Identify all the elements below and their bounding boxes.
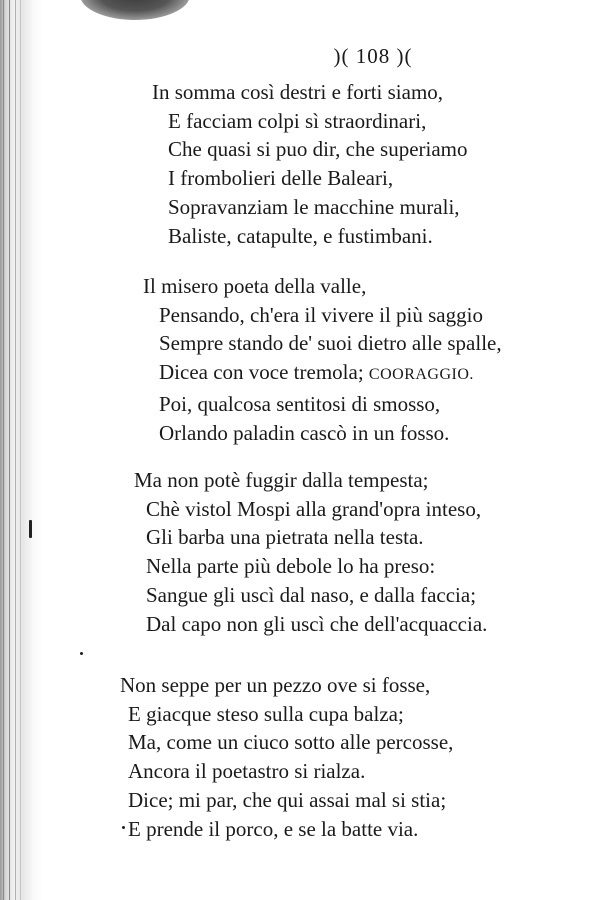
verse-line — [143, 358, 502, 390]
verse-line: Poi, qualcosa sentitosi di smosso, — [159, 391, 441, 416]
verse-line: Baliste, catapulte, e fustimbani. — [168, 223, 433, 248]
stanza — [120, 671, 453, 843]
verse-line: Gli barba una pietrata nella testa. — [146, 525, 424, 550]
verse-line: E prende il porco, e se la batte via. — [128, 816, 419, 841]
verse-line: Che quasi si puo dir, che superiamo — [168, 137, 468, 162]
smallcaps-word: COORAGGIO. — [368, 366, 474, 384]
verse-line: Nella parte più debole lo ha preso: — [146, 554, 436, 579]
verse-line: E giacque steso sulla cupa balza; — [128, 701, 404, 726]
stanza — [134, 466, 487, 638]
page-number: )( 108 )( — [333, 44, 413, 68]
book-binding-edge — [0, 0, 44, 900]
verse-line: Sopravanziam le macchine murali, — [168, 194, 460, 219]
verse-line: Pensando, ch'era il vivere il più saggio — [159, 302, 483, 327]
page-edge-line — [20, 0, 21, 900]
verse-line: Sempre stando de' suoi dietro alle spalle, — [159, 331, 502, 356]
scan-shadow — [80, 0, 190, 20]
ink-speck — [29, 520, 32, 538]
verse-line: Dice; mi par, che qui assai mal si stia; — [128, 787, 447, 812]
page-edge-line — [15, 0, 16, 900]
verse-line: Orlando paladin cascò in un fosso. — [159, 420, 450, 445]
ink-speck — [80, 652, 83, 655]
verse-line: I frombolieri delle Baleari, — [168, 166, 394, 191]
verse-line: Il misero poeta della valle, — [143, 274, 367, 298]
stanza — [152, 78, 468, 250]
verse-line: Ancora il poetastro si rialza. — [128, 759, 366, 784]
verse-line-text: Dicea con voce tremola; — [159, 360, 364, 385]
verse-line: Ma, come un ciuco sotto alle percosse, — [128, 730, 454, 755]
verse-line: Dal capo non gli uscì che dell'acquaccia. — [146, 611, 488, 636]
verse-line: Non seppe per un pezzo ove si fosse, — [120, 673, 431, 697]
verse-line: E facciam colpi sì straordinari, — [168, 108, 427, 133]
verse-line: Ma non potè fuggir dalla tempesta; — [134, 468, 429, 492]
page-edge-line — [9, 0, 10, 900]
page-edge-line — [3, 0, 4, 900]
verse-line: In somma così destri e forti siamo, — [152, 80, 444, 104]
verse-line: Chè vistol Mospi alla grand'opra inteso, — [146, 496, 482, 521]
ink-speck — [122, 826, 125, 829]
stanza — [143, 272, 502, 447]
verse-line: Sangue gli uscì dal naso, e dalla faccia; — [146, 582, 477, 607]
